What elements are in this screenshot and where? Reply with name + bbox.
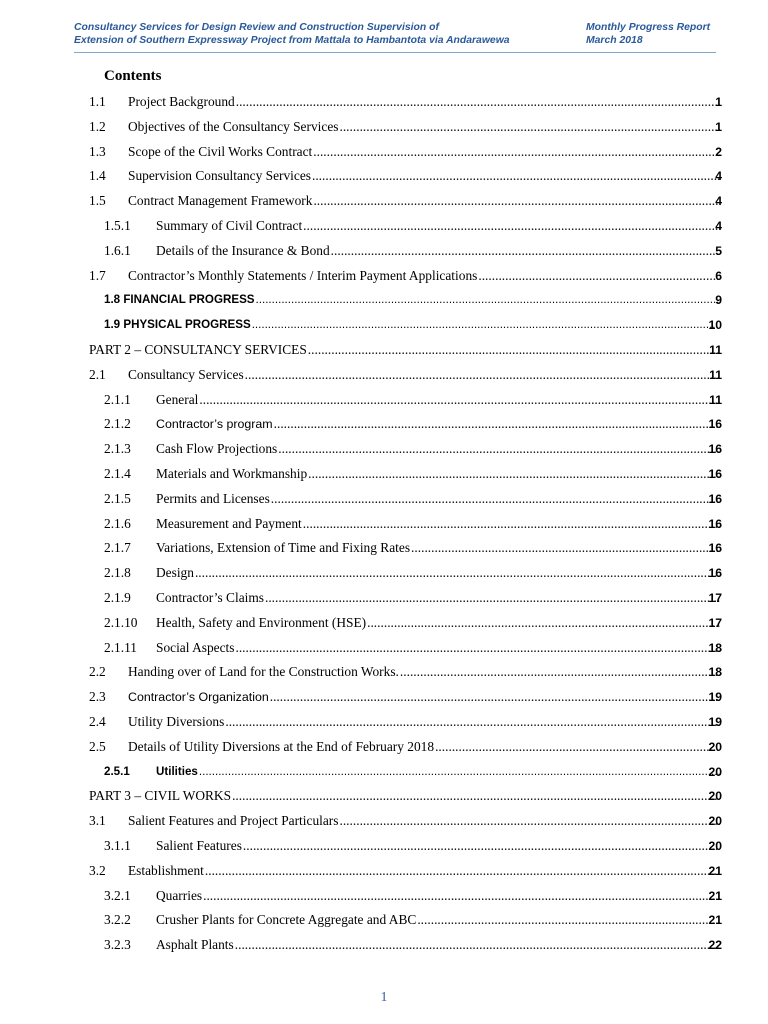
toc-leader-dots [271, 487, 720, 512]
header-left-line-1: Consultancy Services for Design Review and Construction Supervision of [74, 22, 439, 33]
toc-entry-number: 2.1.11 [104, 639, 137, 655]
toc-entry-page: 4 [715, 218, 722, 233]
toc-entry-page: 18 [708, 640, 722, 655]
toc-entry-page: 2 [715, 144, 722, 159]
toc-entry-text: General [156, 391, 199, 407]
header-left-line-2: Extension of Southern Expressway Project from Mattala to Hambantota via Andarawewa [74, 34, 510, 46]
toc-entry-2-1-2[interactable] [0, 412, 768, 437]
toc-leader-dots [435, 735, 720, 760]
footer-page-number: 1 [380, 990, 388, 1005]
toc-entry-page: 19 [708, 690, 722, 705]
toc-entry-2-1-4[interactable] [0, 462, 768, 487]
toc-entry-page: 20 [708, 814, 722, 829]
toc-entry-number: 1.2 [89, 118, 106, 134]
toc-entry-number: 2.1.3 [104, 441, 131, 457]
toc-entry-3-1[interactable] [0, 809, 768, 834]
toc-entry-number: 1.5.1 [104, 217, 131, 233]
toc-leader-dots [417, 908, 720, 933]
toc-entry-page: 1 [715, 119, 722, 134]
toc-entry-3-2[interactable] [0, 859, 768, 884]
toc-leader-dots [203, 884, 720, 909]
toc-entry-text: Variations, Extension of Time and Fixing Rates [156, 540, 411, 556]
toc-entry-1-8[interactable] [0, 288, 768, 313]
toc-leader-dots [313, 189, 720, 214]
toc-leader-dots [303, 214, 720, 239]
toc-entry-page: 20 [708, 764, 722, 779]
toc-entry-2-5[interactable] [0, 735, 768, 760]
toc-entry-text: Contractor’s Organization [128, 690, 269, 705]
toc-entry-page: 20 [708, 739, 722, 754]
toc-entry-page: 17 [708, 590, 722, 605]
toc-entry-number: 3.1.1 [104, 837, 131, 853]
toc-entry-3-2-3[interactable] [0, 933, 768, 958]
toc-entry-number: 2.1 [89, 366, 106, 382]
toc-leader-dots [265, 586, 720, 611]
toc-entry-number: 2.3 [89, 689, 106, 705]
toc-leader-dots [236, 90, 720, 115]
toc-entry-page: 11 [709, 367, 722, 382]
toc-entry-text: Measurement and Payment [156, 515, 302, 531]
toc-entry-1-5[interactable] [0, 189, 768, 214]
toc-entry-page: 4 [715, 169, 722, 184]
toc-entry-2-4[interactable] [0, 710, 768, 735]
toc-entry-number: 2.5.1 [104, 764, 130, 778]
toc-entry-text: Details of Utility Diversions at the End of February 2018 [128, 738, 435, 754]
toc-leader-dots [303, 512, 720, 537]
toc-entry-number: 1.1 [89, 94, 106, 109]
toc-entry-text: Asphalt Plants [156, 937, 234, 953]
toc-leader-dots [308, 338, 720, 363]
toc-entry-2-1-11[interactable] [0, 636, 768, 661]
toc-entry-number: 2.1.5 [104, 490, 131, 506]
toc-entry-text: Utility Diversions [128, 713, 225, 729]
toc-entry-number: 3.1 [89, 813, 106, 829]
toc-leader-dots [256, 288, 720, 313]
toc-entry-page: 16 [708, 466, 722, 481]
toc-entry-2-1-10[interactable] [0, 611, 768, 636]
toc-leader-dots [235, 636, 720, 661]
toc-entry-text: Salient Features [156, 837, 242, 853]
toc-entry-text: Permits and Licenses [156, 490, 270, 506]
toc-entry-text: Contractor’s program [156, 417, 273, 432]
toc-entry-number: 1.5 [89, 193, 106, 209]
toc-entry-page: 20 [708, 838, 722, 853]
toc-entry-text: PART 3 – CIVIL WORKS [89, 788, 232, 804]
toc-entry-2-3[interactable] [0, 685, 768, 710]
toc-leader-dots [245, 363, 720, 388]
toc-entry-page: 18 [708, 665, 722, 680]
toc-entry-text: Scope of the Civil Works Contract [128, 143, 313, 159]
toc-entry-page: 6 [715, 268, 722, 283]
toc-entry-text: Establishment [128, 862, 204, 878]
toc-entry-page: 22 [708, 938, 722, 953]
toc-entry-page: 10 [708, 318, 722, 333]
toc-entry-part-3[interactable] [0, 784, 768, 809]
toc-entry-2-1-6[interactable] [0, 512, 768, 537]
toc-entry-2-2[interactable] [0, 660, 768, 685]
toc-entry-page: 11 [709, 392, 722, 407]
toc-entry-text: Objectives of the Consultancy Services [128, 118, 339, 134]
toc-entry-page: 1 [715, 95, 722, 109]
toc-entry-2-1-8[interactable] [0, 561, 768, 586]
toc-entry-text: 1.8 FINANCIAL PROGRESS [104, 293, 255, 307]
toc-leader-dots [235, 933, 720, 958]
toc-entry-text: Social Aspects [156, 639, 235, 655]
toc-entry-text: Utilities [156, 764, 198, 778]
toc-leader-dots [232, 784, 720, 809]
toc-entry-1-1[interactable] [0, 90, 768, 115]
toc-entry-text: Health, Safety and Environment (HSE) [156, 614, 367, 630]
toc-leader-dots [278, 437, 720, 462]
header-report-info [586, 22, 710, 47]
toc-leader-dots [411, 536, 720, 561]
toc-entry-number: 3.2.2 [104, 912, 131, 928]
toc-leader-dots [478, 264, 720, 289]
header-project-title [74, 22, 510, 47]
toc-entry-3-2-2[interactable] [0, 908, 768, 933]
toc-leader-dots [274, 412, 720, 437]
toc-entry-number: 2.2 [89, 664, 106, 680]
toc-leader-dots [339, 809, 720, 834]
toc-leader-dots [225, 710, 720, 735]
toc-entry-2-1-1[interactable] [0, 388, 768, 413]
toc-leader-dots [195, 561, 720, 586]
toc-entry-2-1-5[interactable] [0, 487, 768, 512]
toc-leader-dots [339, 115, 720, 140]
toc-entry-page: 9 [715, 293, 722, 308]
toc-entry-page: 20 [708, 789, 722, 804]
toc-leader-dots [313, 140, 720, 165]
toc-entry-page: 16 [708, 541, 722, 556]
toc-entry-page: 16 [708, 417, 722, 432]
toc-entry-text: 1.9 PHYSICAL PROGRESS [104, 318, 251, 332]
toc-entry-text: Contract Management Framework [128, 193, 313, 209]
toc-entry-1-7[interactable] [0, 264, 768, 289]
toc-entry-number: 2.1.4 [104, 465, 131, 481]
toc-leader-dots [270, 685, 720, 710]
toc-entry-number: 2.1.7 [104, 540, 131, 556]
toc-entry-page: 16 [708, 516, 722, 531]
toc-entry-text: Consultancy Services [128, 366, 244, 382]
toc-entry-1-3[interactable] [0, 140, 768, 165]
toc-entry-text: Cash Flow Projections [156, 441, 278, 457]
toc-entry-number: 2.1.2 [104, 416, 131, 432]
toc-entry-number: 1.3 [89, 143, 106, 159]
toc-entry-text: Materials and Workmanship [156, 465, 308, 481]
toc-entry-page: 21 [708, 863, 722, 878]
toc-entry-page: 4 [715, 194, 722, 209]
toc-leader-dots [199, 388, 720, 413]
toc-entry-number: 2.1.9 [104, 589, 131, 605]
toc-entry-text: Salient Features and Project Particulars [128, 813, 339, 829]
toc-entry-number: 2.4 [89, 713, 106, 729]
toc-entry-page: 21 [708, 913, 722, 928]
toc-entry-number: 2.1.8 [104, 565, 131, 581]
toc-entry-text: PART 2 – CONSULTANCY SERVICES [89, 341, 307, 357]
toc-leader-dots [308, 462, 720, 487]
toc-leader-dots [252, 313, 720, 338]
toc-title: Contents [104, 68, 162, 84]
toc-leader-dots [199, 760, 720, 785]
toc-entry-text: Project Background [128, 94, 235, 109]
toc-entry-page: 19 [708, 714, 722, 729]
toc-entry-2-1[interactable] [0, 363, 768, 388]
toc-entry-number: 1.4 [89, 168, 106, 184]
toc-entry-text: Supervision Consultancy Services [128, 168, 311, 184]
toc-entry-2-5-1[interactable] [0, 760, 768, 785]
toc-leader-dots [205, 859, 720, 884]
toc-entry-3-2-1[interactable] [0, 884, 768, 909]
toc-entry-page: 11 [709, 342, 722, 357]
toc-entry-part-2[interactable] [0, 338, 768, 363]
toc-leader-dots [243, 834, 720, 859]
toc-entry-number: 1.6.1 [104, 242, 131, 258]
toc-entry-2-1-9[interactable] [0, 586, 768, 611]
toc-leader-dots [331, 239, 720, 264]
toc-entry-text: Handing over of Land for the Construction Works. [128, 664, 399, 680]
toc-entry-page: 5 [715, 243, 722, 258]
table-of-contents [0, 90, 768, 958]
toc-entry-text: Contractor’s Monthly Statements / Interim Payment Applications [128, 267, 478, 283]
header-right-line-2: March 2018 [586, 34, 643, 46]
toc-entry-number: 2.1.1 [104, 391, 131, 407]
toc-entry-1-4[interactable] [0, 164, 768, 189]
toc-entry-page: 16 [708, 442, 722, 457]
toc-entry-1-9[interactable] [0, 313, 768, 338]
toc-entry-1-5-1[interactable] [0, 214, 768, 239]
toc-entry-page: 21 [708, 888, 722, 903]
toc-entry-text: Summary of Civil Contract [156, 217, 303, 233]
toc-entry-text: Contractor’s Claims [156, 589, 264, 605]
toc-entry-text: Crusher Plants for Concrete Aggregate and ABC [156, 912, 417, 928]
toc-entry-number: 1.7 [89, 267, 106, 283]
toc-entry-text: Details of the Insurance & Bond [156, 242, 330, 258]
toc-entry-number: 3.2.1 [104, 887, 131, 903]
toc-entry-1-6-1[interactable] [0, 239, 768, 264]
toc-entry-2-1-7[interactable] [0, 536, 768, 561]
toc-leader-dots [312, 164, 720, 189]
toc-leader-dots [367, 611, 720, 636]
toc-entry-1-2[interactable] [0, 115, 768, 140]
toc-entry-number: 3.2 [89, 862, 106, 878]
toc-entry-2-1-3[interactable] [0, 437, 768, 462]
toc-entry-number: 2.5 [89, 738, 106, 754]
toc-entry-number: 2.1.6 [104, 515, 131, 531]
toc-entry-number: 2.1.10 [104, 614, 138, 630]
toc-leader-dots [400, 660, 720, 685]
running-header [74, 22, 716, 53]
toc-entry-3-1-1[interactable] [0, 834, 768, 859]
toc-entry-number: 3.2.3 [104, 937, 131, 953]
toc-entry-text: Design [156, 565, 194, 581]
toc-entry-text: Quarries [156, 887, 203, 903]
toc-entry-page: 17 [708, 615, 722, 630]
header-right-line-1: Monthly Progress Report [586, 22, 711, 33]
toc-entry-page: 16 [708, 566, 722, 581]
toc-entry-page: 16 [708, 491, 722, 506]
